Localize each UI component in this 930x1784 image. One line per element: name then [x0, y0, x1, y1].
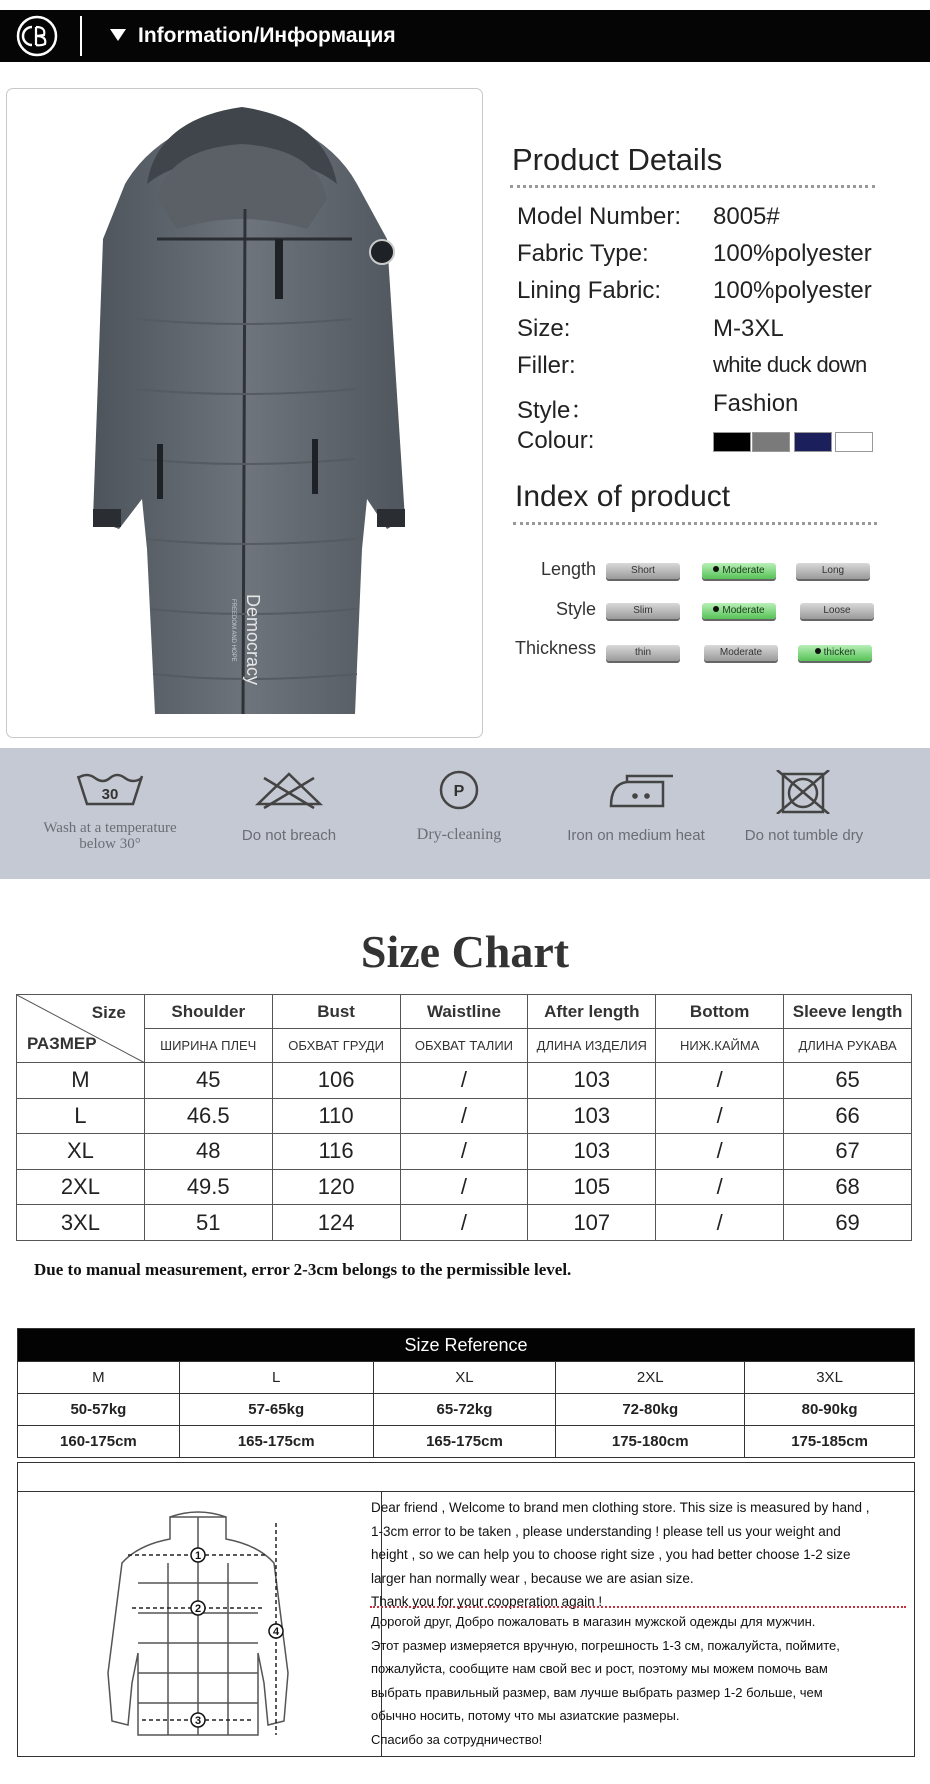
- value-cell: 124: [272, 1205, 400, 1241]
- value-cell: 48: [144, 1134, 272, 1170]
- column-header-ru: ШИРИНА ПЛЕЧ: [144, 1029, 272, 1063]
- index-divider: [513, 522, 877, 525]
- brand-subtext: FREEDOM AND HOPE: [230, 599, 236, 662]
- column-header-ru: ОБХВАТ ТАЛИИ: [400, 1029, 528, 1063]
- index-option-selected: [702, 563, 776, 579]
- detail-label: Colour:: [517, 427, 595, 454]
- marker-2: 2: [194, 1603, 202, 1615]
- index-option-label: Moderate: [722, 605, 765, 616]
- value-cell: 106: [272, 1063, 400, 1099]
- value-cell: 68: [784, 1169, 912, 1205]
- column-header-ru: ОБХВАТ ГРУДИ: [272, 1029, 400, 1063]
- size-chart-title: Size Chart: [360, 926, 570, 977]
- index-option: thin: [606, 645, 680, 661]
- detail-value: white duck down: [713, 352, 867, 377]
- index-option: Short: [606, 563, 680, 579]
- column-header: After length: [528, 995, 656, 1029]
- brand-text: Democracy: [243, 594, 263, 686]
- column-header: Bust: [272, 995, 400, 1029]
- colour-swatch-black[interactable]: [713, 432, 751, 452]
- detail-label: Model Number:: [517, 203, 682, 230]
- table-row: [17, 1063, 912, 1099]
- value-cell: 103: [528, 1063, 656, 1099]
- message-line: Этот размер измеряется вручную, погрешность 1-3 см, пожалуйста, поймите,: [371, 1637, 840, 1653]
- index-option: Long: [796, 563, 870, 579]
- measure-diagram-icon: [98, 1503, 298, 1753]
- index-option: Moderate: [704, 645, 778, 661]
- corner-size-ru: РАЗМЕР: [27, 1034, 97, 1053]
- colour-swatch-navy[interactable]: [794, 432, 832, 452]
- size-cell: 3XL: [745, 1362, 915, 1394]
- message-line: height , so we can help you to choose right size , you had better choose 1-2 size: [371, 1547, 851, 1562]
- column-header: Sleeve length: [784, 995, 912, 1029]
- size-cell: L: [17, 1098, 145, 1134]
- detail-value: 100%polyester: [713, 240, 872, 267]
- no-bleach-icon: [254, 770, 324, 810]
- height-cell: 175-185cm: [745, 1426, 915, 1458]
- table-row: [17, 1169, 912, 1205]
- index-option-label: Moderate: [722, 565, 765, 576]
- value-cell: 103: [528, 1134, 656, 1170]
- marker-3: 3: [194, 1715, 202, 1727]
- value-cell: /: [400, 1205, 528, 1241]
- index-label-length: Length: [540, 559, 596, 579]
- message-en: [371, 1496, 891, 1614]
- message-line: пожалуйста, сообщите нам свой вес и рост, поэтому мы можем помочь вам: [371, 1661, 828, 1676]
- care-item-dry-clean: [366, 748, 552, 879]
- detail-label: Fabric Type:: [517, 240, 649, 267]
- value-cell: 105: [528, 1169, 656, 1205]
- header-title: Information/Информация: [138, 24, 396, 47]
- detail-row-style: [517, 390, 877, 424]
- height-cell: 165-175cm: [179, 1426, 373, 1458]
- size-cell: 2XL: [556, 1362, 745, 1394]
- column-header: Bottom: [656, 995, 784, 1029]
- column-header-ru: ДЛИНА ИЗДЕЛИЯ: [528, 1029, 656, 1063]
- value-cell: 65: [784, 1063, 912, 1099]
- header-bar: [0, 10, 930, 62]
- detail-row-size: [517, 315, 877, 349]
- detail-label: Size:: [517, 315, 571, 342]
- value-cell: /: [400, 1169, 528, 1205]
- detail-row-filler: [517, 352, 877, 386]
- value-cell: /: [656, 1169, 784, 1205]
- value-cell: 69: [784, 1205, 912, 1241]
- value-cell: /: [656, 1134, 784, 1170]
- column-header: Waistline: [400, 995, 528, 1029]
- value-cell: 107: [528, 1205, 656, 1241]
- message-line: обычно носить, потому что мы азиатские размеры.: [371, 1708, 680, 1723]
- wash-30-icon: [75, 770, 145, 810]
- colour-swatch-grey[interactable]: [752, 432, 790, 452]
- height-cell: 165-175cm: [373, 1426, 556, 1458]
- table-row: [18, 1362, 915, 1394]
- index-option: Slim: [606, 603, 680, 619]
- care-item-no-tumble: [711, 748, 897, 879]
- value-cell: /: [400, 1063, 528, 1099]
- detail-label: Style：: [517, 397, 595, 424]
- value-cell: /: [656, 1098, 784, 1134]
- selected-dot-icon: [713, 606, 719, 612]
- index-option: Loose: [800, 603, 874, 619]
- message-line: Спасибо за сотрудничество!: [371, 1731, 543, 1747]
- weight-cell: 72-80kg: [556, 1394, 745, 1426]
- value-cell: 46.5: [144, 1098, 272, 1134]
- message-ru: [371, 1610, 891, 1751]
- size-corner-cell: [17, 995, 145, 1063]
- value-cell: /: [656, 1063, 784, 1099]
- value-cell: 103: [528, 1098, 656, 1134]
- svg-text:30: 30: [101, 786, 119, 803]
- selected-dot-icon: [713, 566, 719, 572]
- value-cell: 45: [144, 1063, 272, 1099]
- size-cell: XL: [17, 1134, 145, 1170]
- selected-dot-icon: [815, 648, 821, 654]
- care-item-iron: [543, 748, 729, 879]
- care-label: Do not tumble dry: [744, 827, 864, 844]
- expand-triangle-icon[interactable]: [110, 29, 126, 41]
- care-label: Dry-cleaning: [416, 826, 502, 843]
- message-line: Дорогой друг, Добро пожаловать в магазин мужской одежды для мужчин.: [371, 1614, 816, 1629]
- message-line: Thank you for your cooperation again !: [371, 1594, 603, 1609]
- care-item-no-bleach: [196, 748, 382, 879]
- index-label-thickness: Thickness: [514, 638, 596, 658]
- value-cell: 120: [272, 1169, 400, 1205]
- value-cell: 110: [272, 1098, 400, 1134]
- detail-label: Filler:: [517, 352, 576, 379]
- value-cell: 116: [272, 1134, 400, 1170]
- size-chart-table: [16, 994, 912, 1241]
- size-cell: M: [18, 1362, 180, 1394]
- header-separator: [80, 16, 82, 56]
- no-tumble-dry-icon: [769, 770, 839, 814]
- message-line: Dear friend , Welcome to brand men clothing store. This size is measured by hand ,: [371, 1500, 870, 1515]
- value-cell: /: [656, 1205, 784, 1241]
- size-reference-table: [17, 1328, 915, 1458]
- size-cell: XL: [373, 1362, 556, 1394]
- index-option-selected: [798, 645, 872, 661]
- size-cell: L: [179, 1362, 373, 1394]
- colour-swatch-white[interactable]: [835, 432, 873, 452]
- table-row: [17, 1205, 912, 1241]
- message-line: выбрать правильный размер, вам лучше выбрать размер 1-2 больше, чем: [371, 1684, 823, 1700]
- value-cell: 67: [784, 1134, 912, 1170]
- value-cell: /: [400, 1134, 528, 1170]
- care-label: Iron on medium heat: [567, 827, 705, 844]
- care-item-wash: [17, 748, 203, 879]
- weight-cell: 57-65kg: [179, 1394, 373, 1426]
- detail-value: M-3XL: [713, 315, 784, 342]
- care-label: Do not breach: [241, 827, 337, 844]
- table-row: [18, 1426, 915, 1458]
- index-option-label: thicken: [823, 647, 856, 658]
- product-details-title: Product Details: [512, 142, 723, 177]
- details-divider: [510, 185, 875, 188]
- weight-cell: 65-72kg: [373, 1394, 556, 1426]
- detail-row-lining: [517, 277, 877, 311]
- detail-value: Fashion: [713, 390, 799, 417]
- column-header-ru: НИЖ.КАЙМА: [656, 1029, 784, 1063]
- care-instructions-band: [0, 748, 930, 879]
- cb-logo-icon: [16, 15, 58, 57]
- index-title: Index of product: [515, 480, 731, 513]
- detail-row-model: [517, 203, 877, 237]
- weight-cell: 80-90kg: [745, 1394, 915, 1426]
- height-cell: 160-175cm: [18, 1426, 180, 1458]
- size-cell: M: [17, 1063, 145, 1099]
- message-line: larger han normally wear , because we are asian size.: [371, 1570, 694, 1586]
- marker-4: 4: [272, 1626, 280, 1638]
- corner-size-en: Size: [91, 1003, 126, 1022]
- table-row: [17, 1134, 912, 1170]
- message-separator: [370, 1606, 906, 1608]
- value-cell: 51: [144, 1205, 272, 1241]
- index-label-style: Style: [555, 599, 596, 619]
- detail-value: 8005#: [713, 203, 780, 230]
- table-row: [18, 1394, 915, 1426]
- size-reference-title: Size Reference: [18, 1329, 915, 1362]
- index-option-selected: [702, 603, 776, 619]
- svg-text:P: P: [453, 783, 465, 800]
- detail-value: 100%polyester: [713, 277, 872, 304]
- height-cell: 175-180cm: [556, 1426, 745, 1458]
- size-cell: 3XL: [17, 1205, 145, 1241]
- product-image-card: [6, 88, 483, 738]
- iron-icon: [601, 770, 681, 810]
- weight-cell: 50-57kg: [18, 1394, 180, 1426]
- measurement-note: Due to manual measurement, error 2-3cm belongs to the permissible level.: [34, 1260, 572, 1279]
- value-cell: 66: [784, 1098, 912, 1134]
- care-label: Wash at a temperature below 30°: [43, 820, 177, 852]
- size-cell: 2XL: [17, 1169, 145, 1205]
- detail-label: Lining Fabric:: [517, 277, 662, 304]
- value-cell: /: [400, 1098, 528, 1134]
- down-coat-image: [7, 89, 484, 739]
- marker-1: 1: [194, 1550, 202, 1562]
- column-header: Shoulder: [144, 995, 272, 1029]
- blank-row: [18, 1463, 914, 1492]
- dry-clean-icon: [424, 770, 494, 810]
- value-cell: 49.5: [144, 1169, 272, 1205]
- column-header-ru: ДЛИНА РУКАВА: [784, 1029, 912, 1063]
- message-line: 1-3cm error to be taken , please understanding ! please tell us your weight and: [371, 1523, 841, 1539]
- table-row: [17, 1098, 912, 1134]
- detail-row-fabric: [517, 240, 877, 274]
